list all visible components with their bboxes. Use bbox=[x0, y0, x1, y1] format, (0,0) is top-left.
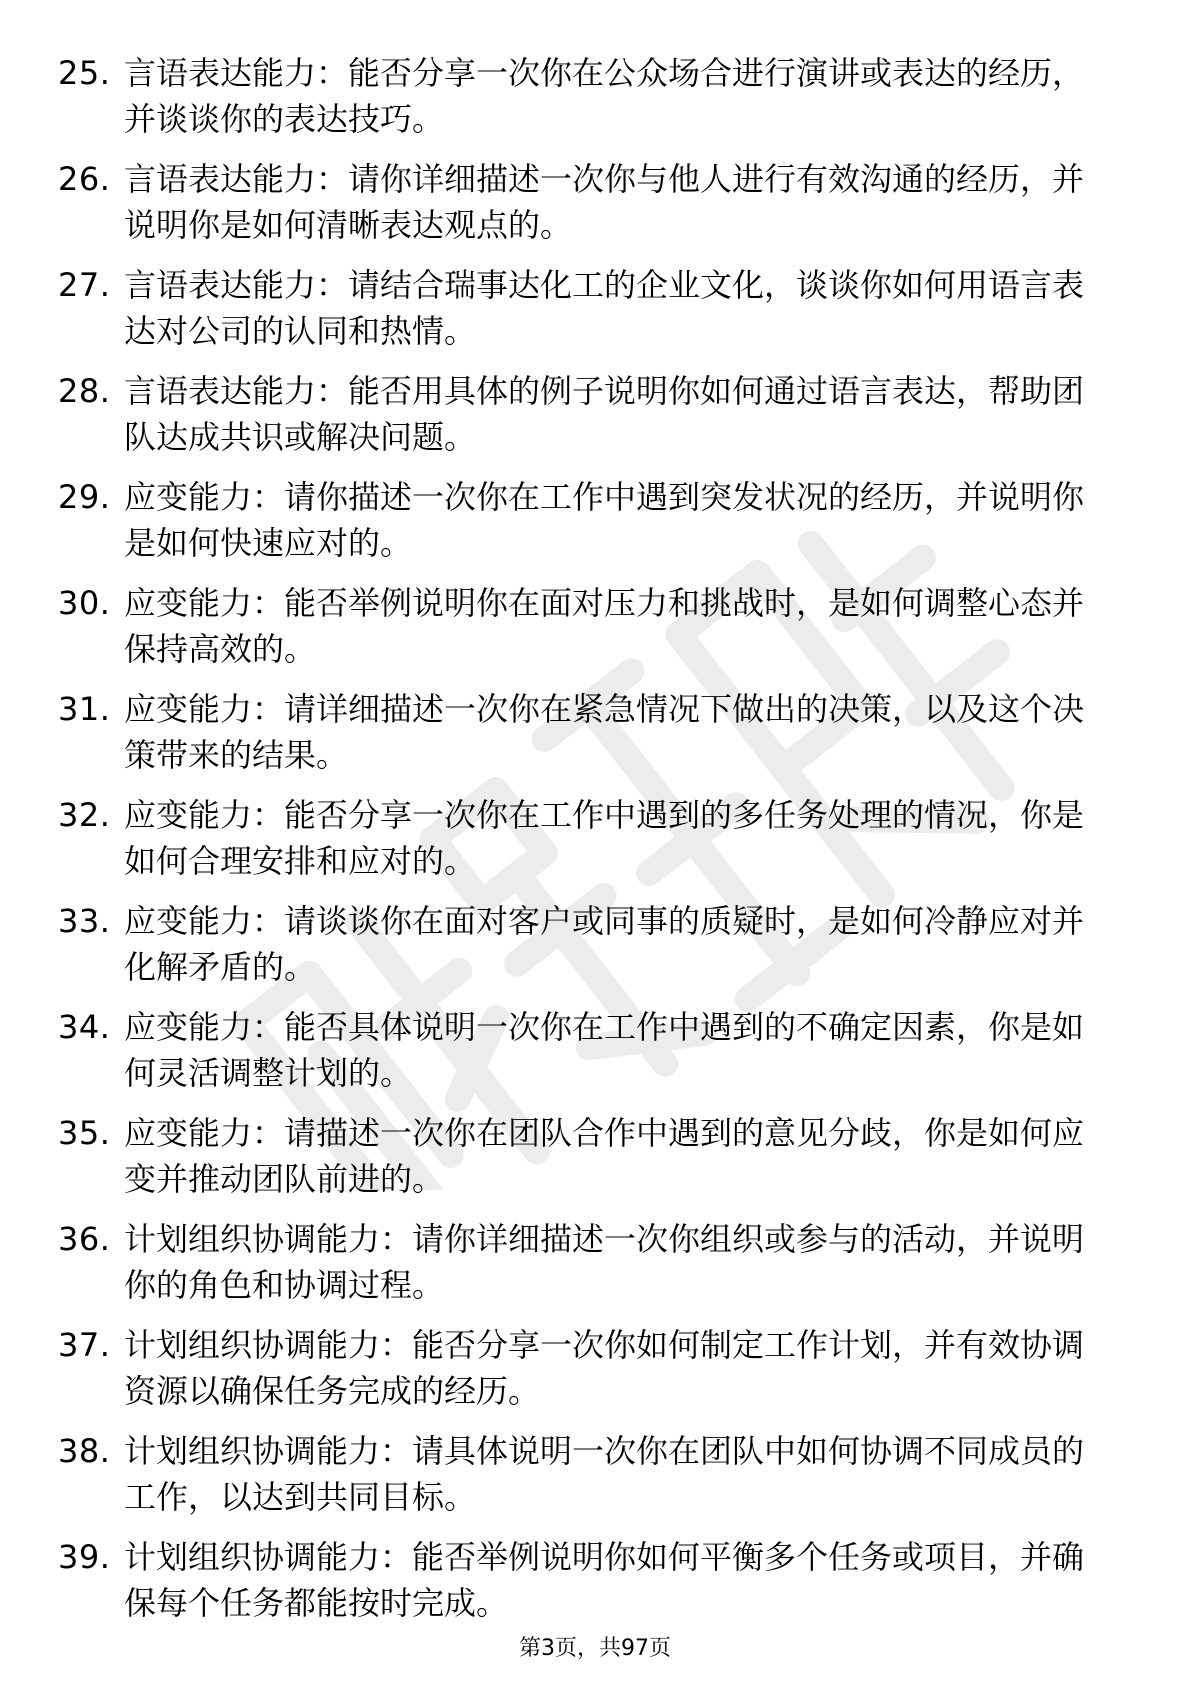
question-item bbox=[58, 686, 1118, 792]
question-number: 34. bbox=[58, 1008, 111, 1046]
question-number: 38. bbox=[58, 1432, 111, 1470]
question-text: 言语表达能力：能否用具体的例子说明你如何通过语言表达，帮助团队达成共识或解决问题。 bbox=[124, 372, 1085, 456]
question-text: 应变能力：能否举例说明你在面对压力和挑战时，是如何调整心态并保持高效的。 bbox=[124, 584, 1085, 668]
page-footer: 第3页，共97页 bbox=[519, 1636, 671, 1661]
question-item bbox=[58, 1004, 1118, 1110]
question-item bbox=[58, 156, 1118, 262]
question-number: 27. bbox=[58, 266, 111, 304]
question-item bbox=[58, 1534, 1118, 1640]
question-item bbox=[58, 580, 1118, 686]
question-item bbox=[58, 368, 1118, 474]
question-number: 28. bbox=[58, 372, 111, 410]
question-text: 言语表达能力：请结合瑞事达化工的企业文化，谈谈你如何用语言表达对公司的认同和热情。 bbox=[124, 266, 1085, 350]
question-number: 37. bbox=[58, 1326, 111, 1364]
question-item bbox=[58, 50, 1118, 156]
question-item bbox=[58, 898, 1118, 1004]
question-item bbox=[58, 792, 1118, 898]
question-item bbox=[58, 1322, 1118, 1428]
question-text: 言语表达能力：能否分享一次你在公众场合进行演讲或表达的经历，并谈谈你的表达技巧。 bbox=[124, 54, 1085, 138]
question-number: 31. bbox=[58, 690, 111, 728]
question-text: 计划组织协调能力：请你详细描述一次你组织或参与的活动，并说明你的角色和协调过程。 bbox=[124, 1220, 1085, 1304]
question-text: 应变能力：请你描述一次你在工作中遇到突发状况的经历，并说明你是如何快速应对的。 bbox=[124, 478, 1085, 562]
question-item bbox=[58, 262, 1118, 368]
question-number: 35. bbox=[58, 1114, 111, 1152]
question-number: 25. bbox=[58, 54, 111, 92]
question-number: 36. bbox=[58, 1220, 111, 1258]
question-number: 30. bbox=[58, 584, 111, 622]
question-text: 应变能力：请谈谈你在面对客户或同事的质疑时，是如何冷静应对并化解矛盾的。 bbox=[124, 902, 1085, 986]
question-number: 29. bbox=[58, 478, 111, 516]
question-text: 计划组织协调能力：能否举例说明你如何平衡多个任务或项目，并确保每个任务都能按时完成。 bbox=[124, 1538, 1085, 1622]
question-number: 33. bbox=[58, 902, 111, 940]
question-text: 应变能力：能否分享一次你在工作中遇到的多任务处理的情况，你是如何合理安排和应对的。 bbox=[124, 796, 1085, 880]
question-item bbox=[58, 1428, 1118, 1534]
question-item bbox=[58, 1216, 1118, 1322]
question-number: 39. bbox=[58, 1538, 111, 1576]
question-list bbox=[58, 50, 1118, 1640]
question-text: 言语表达能力：请你详细描述一次你与他人进行有效沟通的经历，并说明你是如何清晰表达观点的。 bbox=[124, 160, 1085, 244]
question-number: 32. bbox=[58, 796, 111, 834]
question-text: 计划组织协调能力：请具体说明一次你在团队中如何协调不同成员的工作，以达到共同目标。 bbox=[124, 1432, 1085, 1516]
question-text: 应变能力：能否具体说明一次你在工作中遇到的不确定因素，你是如何灵活调整计划的。 bbox=[124, 1008, 1085, 1092]
question-item bbox=[58, 1110, 1118, 1216]
question-text: 计划组织协调能力：能否分享一次你如何制定工作计划，并有效协调资源以确保任务完成的经历。 bbox=[124, 1326, 1085, 1410]
question-item bbox=[58, 474, 1118, 580]
question-text: 应变能力：请详细描述一次你在紧急情况下做出的决策，以及这个决策带来的结果。 bbox=[124, 690, 1085, 774]
question-number: 26. bbox=[58, 160, 111, 198]
question-text: 应变能力：请描述一次你在团队合作中遇到的意见分歧，你是如何应变并推动团队前进的。 bbox=[124, 1114, 1085, 1198]
